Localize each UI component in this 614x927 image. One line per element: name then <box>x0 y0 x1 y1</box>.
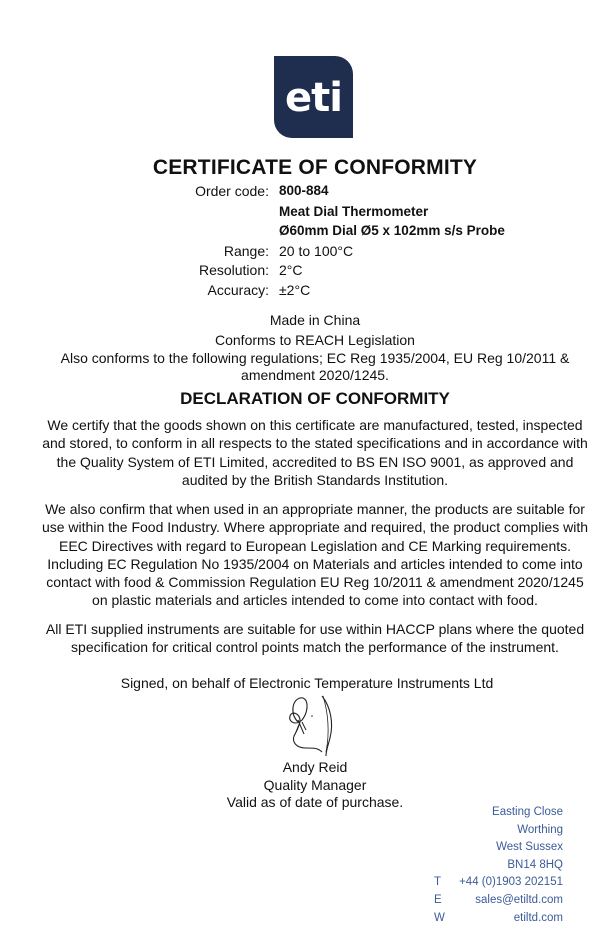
signed-on-behalf: Signed, on behalf of Electronic Temperature Instruments Ltd <box>120 675 494 691</box>
paragraph-line: and stored, to conform in all respects to the stated specifications and in accordance with <box>42 435 588 452</box>
paragraph-line: We also confirm that when used in an appropriate manner, the products are suitable for <box>45 501 585 517</box>
address-line: Easting Close <box>492 806 563 818</box>
paragraph-line: contact with food & Commission Regulation EU Reg 10/2011 & amendment 2020/1245 <box>46 574 584 591</box>
order-code-label: Order code: <box>195 183 269 199</box>
paragraph-line: All ETI supplied instruments are suitable for use within HACCP plans where the quoted <box>45 621 585 637</box>
accuracy-label: Accuracy: <box>207 282 269 298</box>
address-line: West Sussex <box>496 841 563 854</box>
phone-row <box>420 874 563 892</box>
resolution-value: 2°C <box>279 262 303 278</box>
paragraph-line: audited by the British Standards Institution. <box>181 471 449 488</box>
eti-logo <box>274 56 353 138</box>
paragraph-line: Including EC Regulation No 1935/2004 on Materials and articles intended to come into <box>47 555 583 572</box>
accuracy-value: ±2°C <box>279 282 311 298</box>
food-industry-paragraph <box>20 500 610 610</box>
order-code-value: 800-884 <box>279 183 329 198</box>
range-label: Range: <box>223 243 269 259</box>
haccp-paragraph <box>20 620 610 657</box>
email-label: E <box>434 893 442 906</box>
paragraph-line: EEC Directives with regard to European Legislation and CE Marking requirements. <box>58 537 572 554</box>
address-line: Worthing <box>517 823 563 836</box>
declaration-title: DECLARATION OF CONFORMITY <box>180 389 450 408</box>
product-description: Ø60mm Dial Ø5 x 102mm s/s Probe <box>279 223 505 238</box>
phone-number[interactable]: +44 (0)1903 202151 <box>459 876 563 889</box>
signature-image <box>282 692 342 757</box>
resolution-label: Resolution: <box>198 262 269 278</box>
paragraph-line: We certify that the goods shown on this certificate are manufactured, tested, inspected <box>47 417 583 433</box>
phone-label: T <box>434 876 442 889</box>
range-value: 20 to 100°C <box>279 243 354 259</box>
validity-text: Valid as of date of purchase. <box>226 794 404 810</box>
paragraph-line: on plastic materials and articles intended to come into contact with food. <box>92 592 538 609</box>
signatory-name: Andy Reid <box>282 759 348 775</box>
signatory-title: Quality Manager <box>263 777 367 793</box>
email-row <box>420 892 563 910</box>
logo-text: eti <box>285 75 342 121</box>
email-link[interactable]: sales@etiltd.com <box>475 893 563 906</box>
website-link[interactable]: etiltd.com <box>513 911 563 924</box>
origin-text: Made in China <box>269 312 361 328</box>
paragraph-line: use within the Food Industry. Where appropriate and required, the product complies with <box>41 519 589 536</box>
web-row <box>420 910 563 927</box>
product-name: Meat Dial Thermometer <box>279 204 429 219</box>
address-postcode: BN14 8HQ <box>507 858 563 871</box>
regulations-line-2: amendment 2020/1245. <box>241 367 389 383</box>
reach-text: Conforms to REACH Legislation <box>215 332 415 348</box>
company-address <box>420 804 563 927</box>
certify-paragraph <box>20 416 610 489</box>
paragraph-line: the Quality System of ETI Limited, accredited to BS EN ISO 9001, as approved and <box>56 453 574 470</box>
web-label: W <box>434 911 445 924</box>
certificate-title: CERTIFICATE OF CONFORMITY <box>152 156 478 179</box>
paragraph-line: specification for critical control points match the performance of the instrument. <box>71 639 559 656</box>
regulations-line-1: Also conforms to the following regulations; EC Reg 1935/2004, EU Reg 10/2011 & <box>60 350 570 366</box>
